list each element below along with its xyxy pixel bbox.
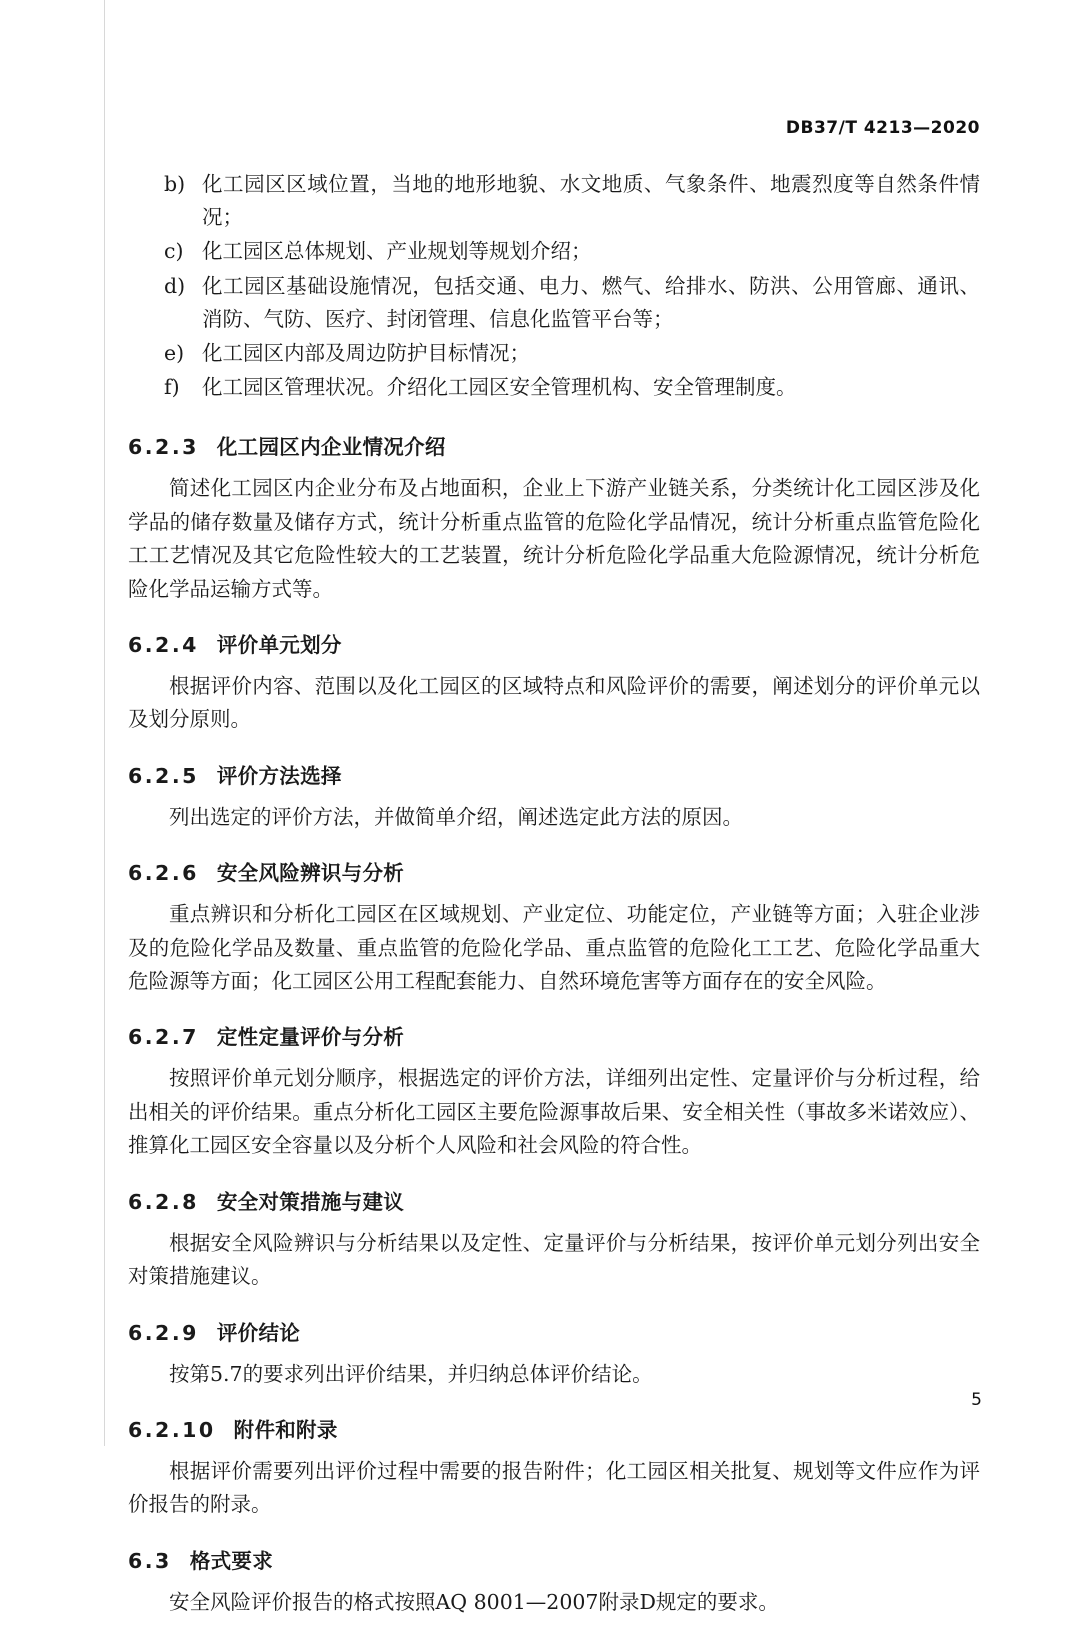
section-number: 6.2.4 xyxy=(128,633,199,658)
section-number: 6.2.5 xyxy=(128,763,199,788)
section-heading-6-2-8 xyxy=(128,1185,980,1215)
section-paragraph: 根据评价内容、范围以及化工园区的区域特点和风险评价的需要，阐述划分的评价单元以及划分原则。 xyxy=(128,674,980,732)
lettered-list xyxy=(128,168,980,404)
section-number: 6.3 xyxy=(128,1548,172,1573)
section-title: 安全对策措施与建议 xyxy=(216,1189,405,1214)
page-header-standard-id: DB37/T 4213—2020 xyxy=(785,118,980,138)
section-heading-6-3 xyxy=(128,1544,980,1574)
section-paragraph: 重点辨识和分析化工园区在区域规划、产业定位、功能定位，产业链等方面；入驻企业涉及的危险化学品及数量、重点监管的危险化学品、重点监管的危险化工工艺、危险化学品重大危险源等方面；化工园区公用工程配套能力、自然环境危害等方面存在的安全风险。 xyxy=(128,902,980,994)
section-title: 化工园区内企业情况介绍 xyxy=(216,435,446,460)
list-item xyxy=(128,168,980,234)
section-heading-6-2-6 xyxy=(128,856,980,886)
section-number: 6.2.9 xyxy=(128,1320,199,1345)
section-paragraph: 根据评价需要列出评价过程中需要的报告附件；化工园区相关批复、规划等文件应作为评价报告的附录。 xyxy=(128,1458,980,1517)
list-item xyxy=(128,235,980,268)
section-title: 附件和附录 xyxy=(233,1417,338,1442)
list-item-text: 化工园区总体规划、产业规划等规划介绍； xyxy=(202,239,592,264)
section-paragraph: 按第5.7的要求列出评价结果，并归纳总体评价结论。 xyxy=(169,1361,653,1386)
list-item-text: 化工园区基础设施情况，包括交通、电力、燃气、给排水、防洪、公用管廊、通讯、消防、气防、医疗、封闭管理、信息化监管平台等； xyxy=(202,273,980,331)
section-title: 评价单元划分 xyxy=(216,633,342,658)
list-item-marker: b) xyxy=(164,172,186,196)
list-item xyxy=(128,337,980,370)
section-number: 6.2.6 xyxy=(128,861,199,886)
page-number: 5 xyxy=(971,1390,982,1410)
list-item xyxy=(128,270,980,336)
section-title: 评价结论 xyxy=(216,1320,301,1345)
section-heading-6-2-7 xyxy=(128,1020,980,1050)
section-number: 6.2.8 xyxy=(128,1189,199,1214)
list-item-marker: e) xyxy=(164,341,185,366)
section-number: 6.2.3 xyxy=(128,435,199,460)
section-paragraph: 根据安全风险辨识与分析结果以及定性、定量评价与分析结果，按评价单元划分列出安全对策措施建议。 xyxy=(128,1230,980,1289)
section-heading-6-2-5 xyxy=(128,759,980,789)
section-heading-6-2-4 xyxy=(128,628,980,658)
list-item-text: 化工园区管理状况。介绍化工园区安全管理机构、安全管理制度。 xyxy=(202,375,797,400)
list-item-marker: d) xyxy=(164,273,186,298)
section-paragraph: 简述化工园区内企业分布及占地面积，企业上下游产业链关系，分类统计化工园区涉及化学品的储存数量及储存方式，统计分析重点监管的危险化学品情况，统计分析重点监管危险化工工艺情况及其它危险性较大的工艺装置，统计分析危险化学品重大危险源情况，统计分析危险化学品运输方式等。 xyxy=(128,476,980,601)
list-item-marker: c) xyxy=(164,239,184,264)
list-item-text: 化工园区区域位置，当地的地形地貌、水文地质、气象条件、地震烈度等自然条件情况； xyxy=(202,172,980,230)
list-item-text: 化工园区内部及周边防护目标情况； xyxy=(202,341,530,366)
section-heading-6-2-9 xyxy=(128,1316,980,1346)
section-title: 评价方法选择 xyxy=(216,763,342,788)
section-paragraph: 列出选定的评价方法，并做简单介绍，阐述选定此方法的原因。 xyxy=(169,804,743,829)
section-number: 6.2.7 xyxy=(128,1025,199,1050)
list-item xyxy=(128,371,980,404)
section-title: 定性定量评价与分析 xyxy=(216,1025,405,1050)
section-heading-6-2-10 xyxy=(128,1413,980,1443)
section-title: 格式要求 xyxy=(189,1548,274,1573)
page-content xyxy=(128,118,980,1635)
section-number: 6.2.10 xyxy=(128,1417,216,1442)
section-paragraph: 安全风险评价报告的格式按照AQ 8001—2007附录D规定的要求。 xyxy=(169,1589,779,1614)
section-paragraph: 按照评价单元划分顺序，根据选定的评价方法，详细列出定性、定量评价与分析过程，给出相关的评价结果。重点分析化工园区主要危险源事故后果、安全相关性（事故多米诺效应）、推算化工园区安全容量以及分析个人风险和社会风险的符合性。 xyxy=(128,1066,980,1158)
list-item-marker: f) xyxy=(164,375,180,400)
section-title: 安全风险辨识与分析 xyxy=(216,861,405,886)
section-heading-6-2-3 xyxy=(128,430,980,460)
